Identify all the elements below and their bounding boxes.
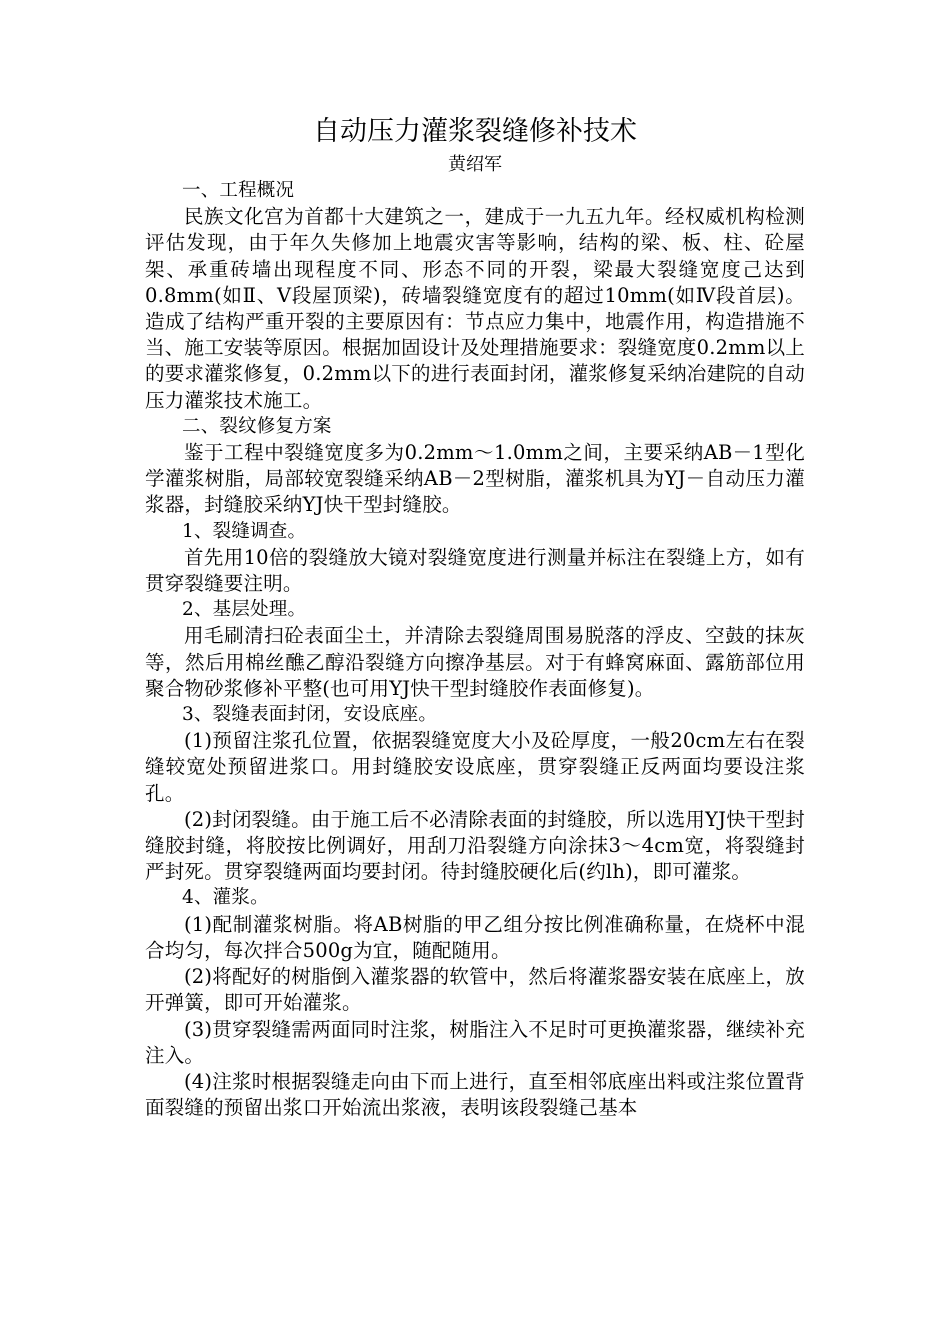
section-heading: 3、裂缝表面封闭，安设底座。 [182,704,438,726]
document-title: 自动压力灌浆裂缝修补技术 [313,116,637,147]
body-paragraph: 用毛刷清扫砼表面尘土，并清除去裂缝周围易脱落的浮皮、空鼓的抹灰等，然后用棉丝醮乙醇沿裂缝方向擦净基层。对于有蜂窝麻面、露筋部位用聚合物砂浆修补平整(也可用YJ快干型封缝胶作表面修复)。 [145,624,805,700]
document-body [145,178,805,1121]
body-paragraph: (4)注浆时根据裂缝走向由下而上进行，直至相邻底座出料或注浆位置背面裂缝的预留出浆口开始流出浆液，表明该段裂缝己基本 [145,1069,805,1120]
section-heading: 二、裂纹修复方案 [182,415,332,437]
body-paragraph: 首先用10倍的裂缝放大镜对裂缝宽度进行测量并标注在裂缝上方，如有贯穿裂缝要注明。 [145,545,805,596]
body-paragraph: 民族文化宫为首都十大建筑之一，建成于一九五九年。经权威机构检测评估发现，由于年久失修加上地震灾害等影响，结构的梁、板、柱、砼屋架、承重砖墙出现程度不同、形态不同的开裂，梁最大裂缝宽度己达到0.8mm(如Ⅱ、Ⅴ段屋顶梁)，砖墙裂缝宽度有的超过10mm(如Ⅳ段首层)。造成了结构严重开裂的主要原因有：节点应力集中，地震作用，构造措施不当、施工安装等原因。根据加固设计及处理措施要求：裂缝宽度0.2mm以上的要求灌浆修复，0.2mm以下的进行表面封闭，灌浆修复采纳冶建院的自动压力灌浆技术施工。 [145,205,805,412]
section-heading: 1、裂缝调查。 [182,520,307,542]
document-author: 黄绍军 [448,154,502,175]
body-paragraph: (2)封闭裂缝。由于施工后不必清除表面的封缝胶，所以选用YJ快干型封缝胶封缝，将胶按比例调好，用刮刀沿裂缝方向涂抹3～4cm宽，将裂缝封严封死。贯穿裂缝两面均要封闭。待封缝胶硬化后(约lh)，即可灌浆。 [145,807,805,884]
body-paragraph: 鉴于工程中裂缝宽度多为0.2mm～1.0mm之间，主要采纳AB－1型化学灌浆树脂，局部较宽裂缝采纳AB－2型树脂，灌浆机具为YJ－自动压力灌浆器，封缝胶采纳YJ快干型封缝胶。 [145,441,805,517]
body-paragraph: (3)贯穿裂缝需两面同时注浆，树脂注入不足时可更换灌浆器，继续补充注入。 [145,1017,805,1067]
body-paragraph: (2)将配好的树脂倒入灌浆器的软管中，然后将灌浆器安装在底座上，放开弹簧，即可开始灌浆。 [145,965,805,1015]
section-heading: 一、工程概况 [182,180,295,201]
section-heading: 2、基层处理。 [182,599,307,621]
section-heading: 4、灌浆。 [182,887,269,909]
body-paragraph: (1)预留注浆孔位置，依据裂缝宽度大小及砼厚度，一般20cm左右在裂缝较宽处预留进浆口。用封缝胶安设底座，贯穿裂缝正反两面均要设注浆孔。 [145,729,805,805]
body-paragraph: (1)配制灌浆树脂。将AB树脂的甲乙组分按比例准确称量，在烧杯中混合均匀，每次拌合500g为宜，随配随用。 [145,912,805,962]
document-page [145,112,805,1121]
